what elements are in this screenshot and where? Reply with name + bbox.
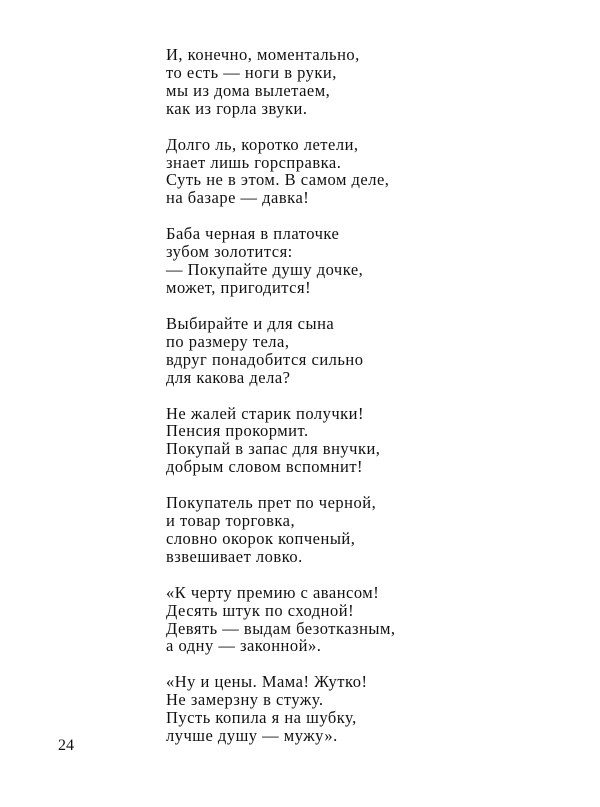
poem-line: добрым словом вспомнит! — [166, 457, 364, 477]
poem-line: Десять штук по сходной! — [166, 600, 355, 620]
stanza-2 — [166, 136, 586, 208]
stanza-1 — [166, 46, 586, 118]
poem — [166, 46, 586, 763]
poem-line: вдруг понадобится сильно — [166, 349, 364, 369]
poem-line: Выбирайте и для сына — [166, 313, 335, 333]
poem-line: «Ну и цены. Мама! Жутко! — [166, 672, 368, 692]
poem-line: Пенсия прокормит. — [166, 421, 309, 441]
poem-line: на базаре — давка! — [166, 188, 310, 208]
poem-line: а одну — законной». — [166, 636, 322, 656]
poem-line: Девять — выдам безотказным, — [166, 618, 396, 638]
poem-line: Не замерзну в стужу. — [166, 690, 324, 710]
poem-line: взвешивает ловко. — [166, 546, 303, 566]
poem-line: словно окорок копченый, — [166, 528, 356, 548]
poem-line: знает лишь горсправка. — [166, 152, 342, 172]
stanza-3 — [166, 225, 586, 297]
poem-line: может, пригодится! — [166, 277, 312, 297]
poem-line: и товар торговка, — [166, 511, 296, 531]
poem-line: как из горла звуки. — [166, 98, 308, 118]
poem-line: Покупай в запас для внучки, — [166, 439, 381, 459]
poem-line: зубом золотится: — [166, 242, 293, 262]
poem-line: Пусть копила я на шубку, — [166, 708, 357, 728]
poem-line: Покупатель прет по черной, — [166, 493, 377, 513]
poem-line: по размеру тела, — [166, 331, 290, 351]
poem-line: Баба черная в платочке — [166, 224, 340, 244]
stanza-7 — [166, 584, 586, 656]
poem-line: «К черту премию с авансом! — [166, 582, 380, 602]
poem-line: для какова дела? — [166, 367, 291, 387]
poem-line: мы из дома вылетаем, — [166, 80, 331, 100]
poem-line: Долго ль, коротко летели, — [166, 134, 359, 154]
stanza-5 — [166, 405, 586, 477]
stanza-4 — [166, 315, 586, 387]
stanza-8 — [166, 673, 586, 745]
poem-line: — Покупайте душу дочке, — [166, 260, 364, 280]
page-number: 24 — [58, 737, 74, 754]
poem-line: Не жалей старик получки! — [166, 403, 365, 423]
poem-line: лучше душу — мужу». — [166, 726, 338, 746]
poem-line: то есть — ноги в руки, — [166, 62, 337, 82]
poem-line: И, конечно, моментально, — [166, 45, 360, 64]
stanza-6 — [166, 494, 586, 566]
poem-line: Суть не в этом. В самом деле, — [166, 170, 390, 190]
